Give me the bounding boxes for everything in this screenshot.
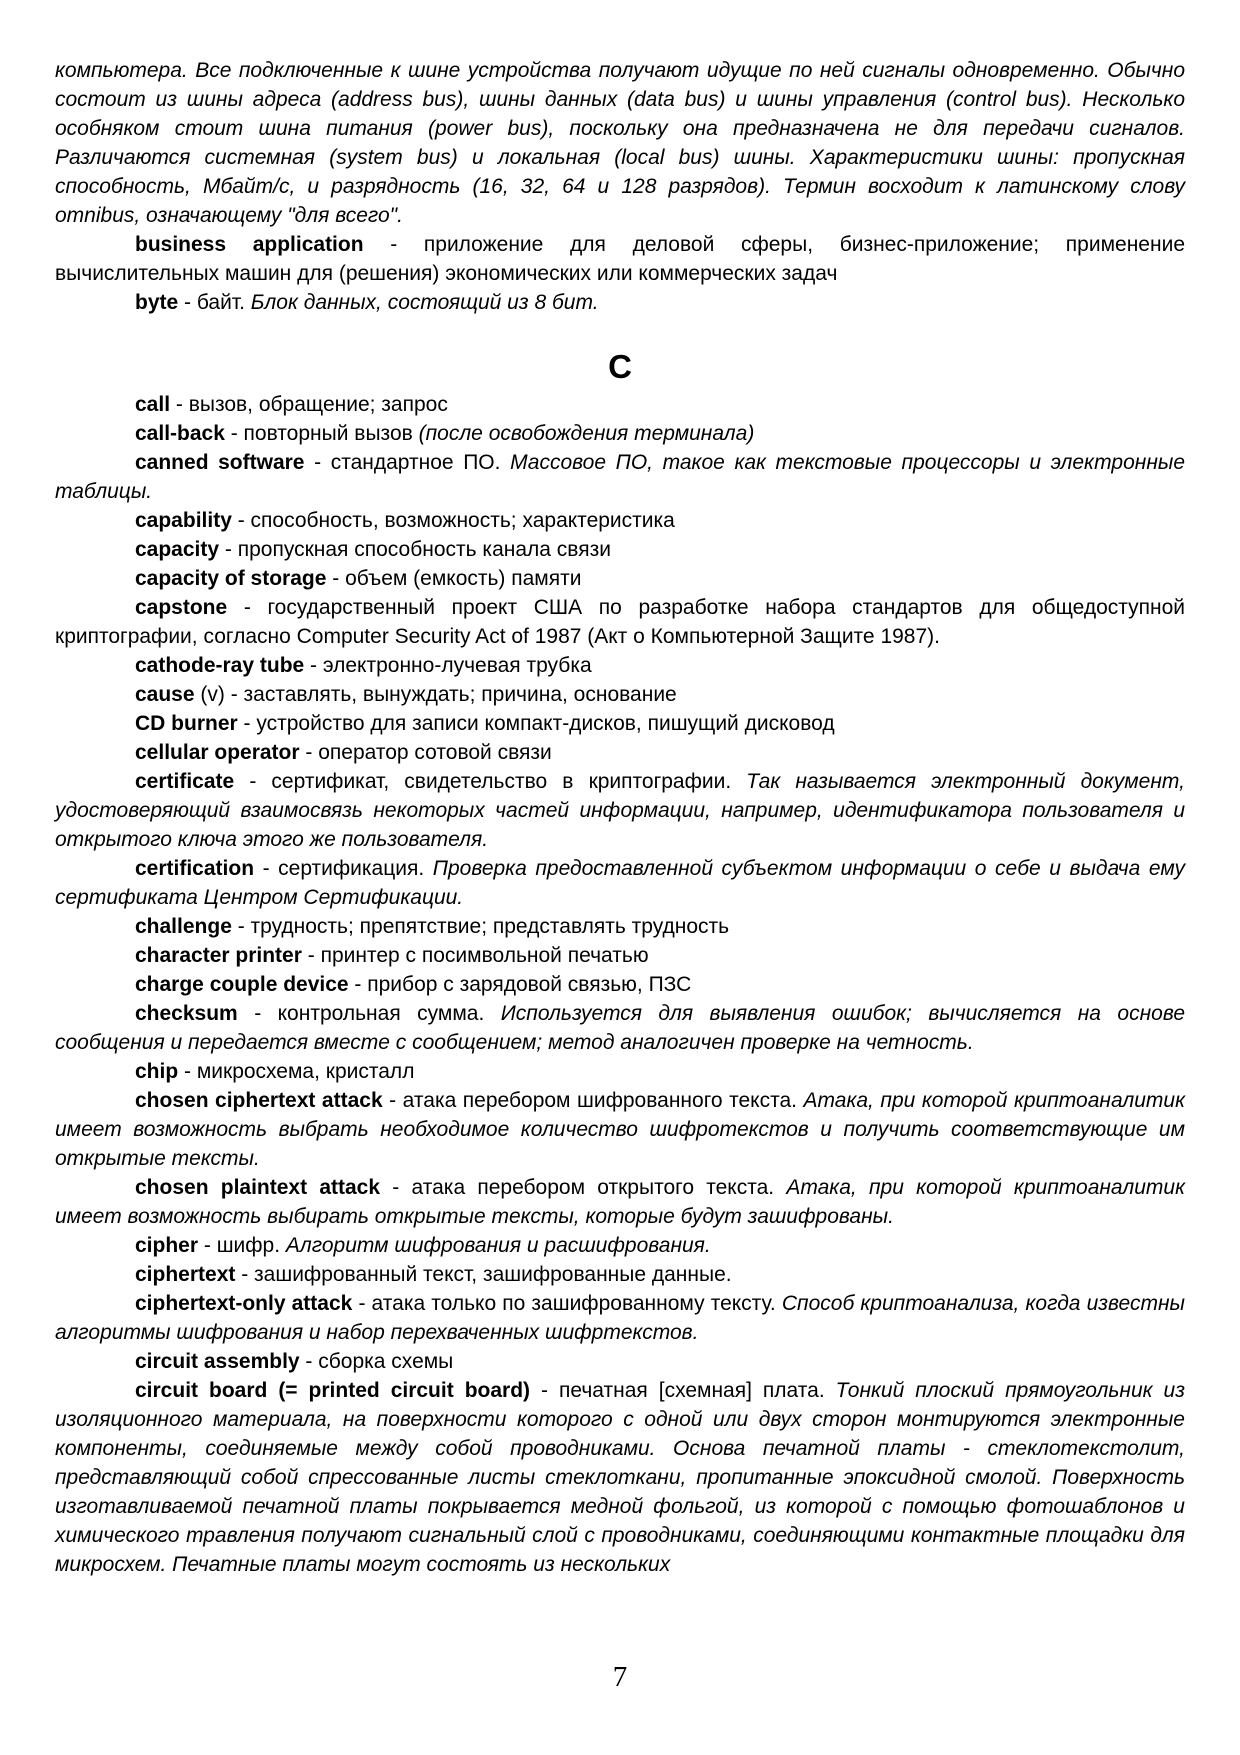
entry-term: ciphertext — [135, 1263, 236, 1286]
entry-definition: - заставлять, вынуждать; причина, основание — [224, 683, 677, 706]
entry-note: Атака, при которой криптоаналитик имеет возможность выбирать открытые тексты, которые будут зашифрованы. — [55, 1176, 1185, 1228]
entry-term: chosen ciphertext attack — [135, 1089, 383, 1112]
entry-note: Блок данных, состоящий из 8 бит. — [250, 291, 599, 314]
dictionary-entry — [55, 1376, 1185, 1579]
entry-note: Массовое ПО, такое как текстовые процессоры и электронные таблицы. — [55, 451, 1186, 503]
entry-note: (после освобождения терминала) — [418, 422, 755, 445]
dictionary-entry — [55, 767, 1185, 854]
entry-note: Тонкий плоский прямоугольник из изоляционного материала, на поверхности которого с одной или двух сторон монтируются электронные компоненты, соединяемые между собой проводниками. Основа печатной платы - стеклотекстолит, представляющий собой спрессованные листы стеклоткани, пропитанные эпоксидной смолой. Поверхность изготавливаемой печатной платы покрывается медной фольгой, из которой с помощью фотошаблонов и химического травления получают сигнальный слой с проводниками, соединяющими контактные площадки для микросхем. Печатные платы могут состоять из нескольких — [55, 1379, 1185, 1576]
entry-term: cipher — [135, 1234, 199, 1257]
section-header-c: C — [608, 348, 632, 385]
entry-term: cathode-ray tube — [135, 654, 305, 677]
entry-definition: - государственный проект США по разработке набора стандартов для общедоступной криптографии, согласно Computer Security Act of 1987 (Акт о Компьютерной Защите 1987). — [55, 596, 1185, 648]
entries-group-b — [55, 230, 1185, 317]
entry-note: Атака, при которой криптоаналитик имеет возможность выбрать необходимое количество шифротекстов и получить соответствующие им открытые тексты. — [55, 1089, 1185, 1170]
entry-definition: - атака только по зашифрованному тексту. — [352, 1292, 782, 1315]
entry-note: Так называется электронный документ, удостоверяющий взаимосвязь некоторых частей информации, например, идентификатора пользователя и открытого ключа этого же пользователя. — [55, 770, 1185, 851]
entry-definition: - прибор с зарядовой связью, ПЗС — [348, 973, 692, 996]
entry-definition: - повторный вызов — [224, 422, 419, 445]
dictionary-entry — [55, 1260, 1185, 1289]
dictionary-entry — [55, 912, 1185, 941]
dictionary-entry — [55, 230, 1185, 288]
entry-definition: - принтер с посимвольной печатью — [301, 944, 649, 967]
dictionary-entry — [55, 390, 1185, 419]
entry-term: circuit board (= printed circuit board) — [135, 1379, 531, 1402]
dictionary-entry — [55, 941, 1185, 970]
entry-term: chip — [135, 1060, 179, 1083]
entry-definition: - пропускная способность канала связи — [219, 538, 611, 561]
entry-definition: - шифр. — [198, 1234, 286, 1257]
entry-definition: - атака перебором открытого текста. — [380, 1176, 787, 1199]
entry-definition: - сертификат, свидетельство в криптографии. — [234, 770, 747, 793]
entry-term: ciphertext-only attack — [135, 1292, 353, 1315]
entry-term-suffix: (v) — [194, 683, 225, 706]
entry-definition: - устройство для записи компакт-дисков, пишущий дисковод — [237, 712, 835, 735]
entry-term: chosen plaintext attack — [135, 1176, 381, 1199]
entry-term: character printer — [135, 944, 302, 967]
text-column — [55, 56, 1185, 1579]
entry-note: Используется для выявления ошибок; вычисляется на основе сообщения и передается вместе с сообщением; метод аналогичен проверке на четность. — [55, 1002, 1186, 1054]
entry-term: capability — [135, 509, 232, 532]
entry-definition: - атака перебором шифрованного текста. — [382, 1089, 804, 1112]
entry-term: call — [135, 393, 171, 416]
entry-term: checksum — [135, 1002, 238, 1025]
entry-term: capacity of storage — [135, 567, 327, 590]
dictionary-entry — [55, 1289, 1185, 1347]
entry-definition: - зашифрованный текст, зашифрованные данные. — [235, 1263, 732, 1286]
entry-term: capacity — [135, 538, 220, 561]
entry-definition: - микросхема, кристалл — [178, 1060, 415, 1083]
entry-term: cause — [135, 683, 195, 706]
entry-term: certification — [135, 857, 255, 880]
dictionary-entry — [55, 738, 1185, 767]
dictionary-entry — [55, 999, 1185, 1057]
entry-definition: - способность, возможность; характеристика — [231, 509, 675, 532]
dictionary-entry — [55, 651, 1185, 680]
entry-definition: - приложение для деловой сферы, бизнес-приложение; применение вычислительных машин для (решения) экономических или коммерческих задач — [55, 233, 1185, 285]
entry-note: Способ криптоанализа, когда известны алгоритмы шифрования и набор перехваченных шифртекстов. — [55, 1292, 1185, 1344]
entry-term: certificate — [135, 770, 235, 793]
entry-term: business application — [135, 233, 364, 256]
entry-definition: - контрольная сумма. — [237, 1002, 501, 1025]
entry-term: canned software — [135, 451, 305, 474]
dictionary-entry — [55, 854, 1185, 912]
dictionary-entry — [55, 288, 1185, 317]
dictionary-entry — [55, 535, 1185, 564]
entry-definition: - стандартное ПО. — [304, 451, 511, 474]
dictionary-entry — [55, 593, 1185, 651]
entry-definition: - байт. — [178, 291, 251, 314]
entry-definition: - электронно-лучевая трубка — [304, 654, 592, 677]
entry-term: charge couple device — [135, 973, 349, 996]
entry-term: call-back — [135, 422, 225, 445]
page-number: 7 — [612, 1661, 628, 1693]
entry-definition: - сборка схемы — [299, 1350, 454, 1373]
entry-definition: - объем (емкость) памяти — [326, 567, 582, 590]
dictionary-entry — [55, 1057, 1185, 1086]
dictionary-entry — [55, 564, 1185, 593]
entry-term: capstone — [135, 596, 228, 619]
entry-term: cellular operator — [135, 741, 300, 764]
dictionary-entry — [55, 970, 1185, 999]
entry-note: Проверка предоставленной субъектом информации о себе и выдача ему сертификата Центром Сертификации. — [55, 857, 1186, 909]
dictionary-entry — [55, 448, 1185, 506]
entry-definition: - сертификация. — [254, 857, 433, 880]
entry-term: challenge — [135, 915, 232, 938]
dictionary-entry — [55, 1086, 1185, 1173]
dictionary-entry — [55, 419, 1185, 448]
entry-definition: - трудность; препятствие; представлять трудность — [231, 915, 730, 938]
paragraph-bus-continuation: компьютера. Все подключенные к шине устройства получают идущие по ней сигналы одновременно. Обычно состоит из шины адреса (address bus), шины данных (data bus) и шины управления (control bus). Несколько особняком стоит шина питания (power bus), поскольку она предназначена не для передачи сигналов. Различаются системная (system bus) и локальная (local bus) шины. Характеристики шины: пропускная способность, Мбайт/с, и разрядность (16, 32, 64 и 128 разрядов). Термин восходит к латинскому слову omnibus, означающему "для всего". — [55, 59, 1185, 227]
entry-definition: - печатная [схемная] плата. — [530, 1379, 836, 1402]
entries-group-c — [55, 390, 1185, 1579]
entry-term: circuit assembly — [135, 1350, 300, 1373]
dictionary-entry — [55, 680, 1185, 709]
dictionary-entry — [55, 1231, 1185, 1260]
dictionary-entry — [55, 709, 1185, 738]
dictionary-entry — [55, 506, 1185, 535]
entry-term: CD burner — [135, 712, 238, 735]
entry-definition: - оператор сотовой связи — [299, 741, 552, 764]
entry-note: Алгоритм шифрования и расшифрования. — [285, 1234, 711, 1257]
dictionary-entry — [55, 1173, 1185, 1231]
entry-definition: - вызов, обращение; запрос — [170, 393, 448, 416]
entry-term: byte — [135, 291, 179, 314]
dictionary-entry — [55, 1347, 1185, 1376]
